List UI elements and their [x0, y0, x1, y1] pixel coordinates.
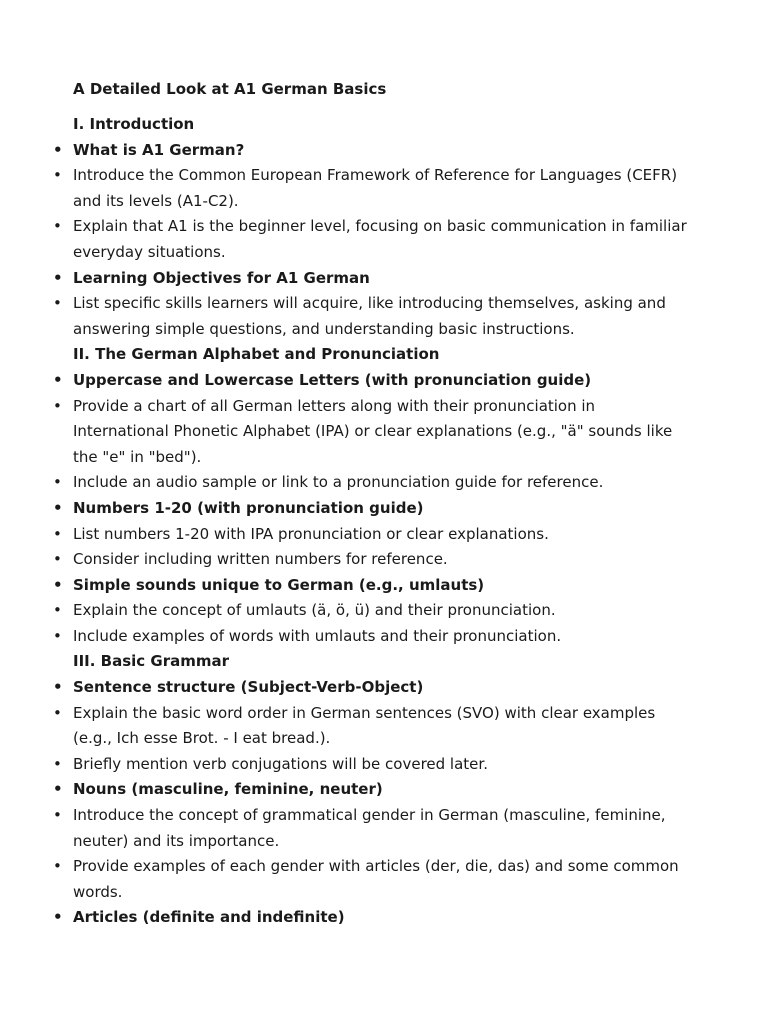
row-text: List numbers 1-20 with IPA pronunciation or clear explanations.: [73, 524, 549, 543]
list-item: [0, 803, 695, 854]
bullet-icon: •: [53, 601, 62, 620]
row-text: Learning Objectives for A1 German: [73, 268, 370, 287]
list-item: [0, 547, 695, 573]
bullet-icon: •: [53, 268, 63, 287]
row-text: Consider including written numbers for reference.: [73, 550, 448, 569]
row-text: Introduce the Common European Framework of Reference for Languages (CEFR) and its levels (A1-C2).: [73, 166, 678, 210]
topic-heading: [0, 905, 695, 931]
row-text: Numbers 1-20 (with pronunciation guide): [73, 498, 424, 517]
row-text: Explain the concept of umlauts (ä, ö, ü) and their pronunciation.: [73, 601, 556, 620]
list-item: [0, 394, 695, 471]
bullet-icon: •: [53, 140, 63, 159]
row-text: Include an audio sample or link to a pronunciation guide for reference.: [73, 473, 604, 492]
topic-heading: [0, 368, 695, 394]
row-text: Explain the basic word order in German sentences (SVO) with clear examples (e.g., Ich esse Brot. - I eat bread.).: [73, 703, 656, 748]
row-text: Provide examples of each gender with articles (der, die, das) and some common words.: [73, 857, 679, 901]
outline-list: [0, 112, 768, 931]
list-item: [0, 624, 695, 650]
bullet-icon: •: [53, 908, 63, 927]
bullet-icon: •: [53, 498, 63, 517]
section-heading: [0, 649, 695, 675]
row-text: Uppercase and Lowercase Letters (with pronunciation guide): [73, 370, 592, 389]
row-text: Nouns (masculine, feminine, neuter): [73, 780, 383, 799]
bullet-icon: •: [53, 754, 62, 773]
bullet-icon: •: [53, 473, 62, 492]
list-item: [0, 163, 695, 214]
bullet-icon: •: [53, 524, 62, 543]
row-text: Introduce the concept of grammatical gender in German (masculine, feminine, neuter) and its importance.: [73, 806, 666, 850]
row-text: II. The German Alphabet and Pronunciation: [73, 345, 440, 364]
topic-heading: [0, 266, 695, 292]
bullet-icon: •: [53, 703, 62, 722]
bullet-icon: •: [53, 857, 62, 876]
row-text: III. Basic Grammar: [73, 652, 230, 671]
section-heading: [0, 342, 695, 368]
row-text: Articles (definite and indefinite): [73, 908, 345, 927]
row-text: What is A1 German?: [73, 140, 245, 159]
bullet-icon: •: [53, 550, 62, 569]
bullet-icon: •: [53, 217, 62, 236]
list-item: [0, 752, 695, 778]
row-text: Simple sounds unique to German (e.g., umlauts): [73, 575, 485, 594]
row-text: List specific skills learners will acquire, like introducing themselves, asking and answering simple questions, and understanding basic instructions.: [73, 294, 666, 338]
row-text: Briefly mention verb conjugations will be covered later.: [73, 754, 488, 773]
list-item: [0, 598, 695, 624]
row-text: Sentence structure (Subject-Verb-Object): [73, 678, 424, 697]
bullet-icon: •: [53, 370, 63, 389]
list-item: [0, 701, 695, 752]
row-text: Explain that A1 is the beginner level, focusing on basic communication in familiar everyday situations.: [73, 217, 687, 261]
bullet-icon: •: [53, 806, 62, 825]
list-item: [0, 470, 695, 496]
list-item: [0, 214, 695, 265]
list-item: [0, 291, 695, 342]
document-title: A Detailed Look at A1 German Basics: [73, 80, 387, 98]
bullet-icon: •: [53, 166, 62, 185]
section-heading: [0, 112, 695, 138]
list-item: [0, 522, 695, 548]
bullet-icon: •: [53, 678, 63, 697]
topic-heading: [0, 138, 695, 164]
topic-heading: [0, 573, 695, 599]
list-item: [0, 854, 695, 905]
bullet-icon: •: [53, 575, 63, 594]
bullet-icon: •: [53, 626, 62, 645]
bullet-icon: •: [53, 294, 62, 313]
row-text: I. Introduction: [73, 115, 195, 133]
row-text: Provide a chart of all German letters along with their pronunciation in International Phonetic Alphabet (IPA) or clear explanations (e.g., "ä" sounds like the "e" in "bed").: [73, 396, 673, 466]
bullet-icon: •: [53, 396, 62, 415]
topic-heading: [0, 675, 695, 701]
topic-heading: [0, 777, 695, 803]
bullet-icon: •: [53, 780, 63, 799]
topic-heading: [0, 496, 695, 522]
row-text: Include examples of words with umlauts and their pronunciation.: [73, 626, 562, 645]
